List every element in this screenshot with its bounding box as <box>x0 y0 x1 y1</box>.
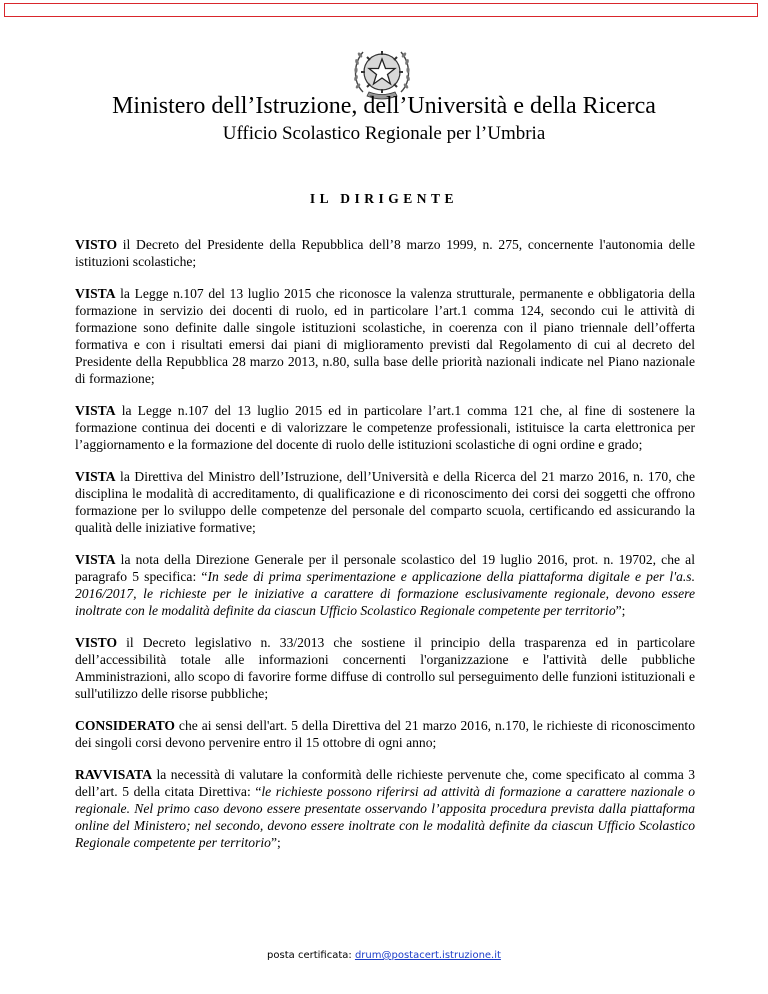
recital-text: la Legge n.107 del 13 luglio 2015 ed in particolare l’art.1 comma 121 che, al fine di sostenere la formazione continua dei docenti e di valorizzare le competenze professionali, istituisce la carta elettronica per l’aggiornamento e la formazione del docente di ruolo delle istituzioni scolastiche di ogni ordine e grado; <box>75 403 695 452</box>
recital-paragraph <box>75 766 695 851</box>
recital-quote: In sede di prima sperimentazione e applicazione della piattaforma digitale e per l'a.s. 2016/2017, le richieste per le iniziative a carattere di formazione esclusivamente regionale, devono essere inoltrate con le modalità definite da ciascun Ufficio Scolastico Regionale competente per territorio <box>75 569 695 618</box>
recital-text: il Decreto del Presidente della Repubblica dell’8 marzo 1999, n. 275, concernente l'autonomia delle istituzioni scolastiche; <box>75 237 695 269</box>
certified-email-link[interactable]: drum@postacert.istruzione.it <box>354 950 501 961</box>
footer <box>0 950 768 961</box>
document-heading: IL DIRIGENTE <box>309 191 459 206</box>
recital-paragraph <box>75 236 695 270</box>
recital-text: la Legge n.107 del 13 luglio 2015 che riconosce la valenza strutturale, permanente e obbligatoria della formazione in servizio dei docenti di ruolo, ed in particolare l’art.1 comma 124, secondo cui le attività di formazione sono definite dalle singole istituzioni scolastiche, in coerenza con il piano triennale dell’offerta formativa e con i risultati emersi dai piani di miglioramento previsti dal Regolamento di cui al decreto del Presidente della Repubblica 28 marzo 2013, n.80, sulla base delle priorità nazionali indicate nel Piano nazionale di formazione; <box>75 286 695 386</box>
recital-lead: VISTA <box>75 403 116 418</box>
recital-paragraph <box>75 402 695 453</box>
recital-text: che ai sensi dell'art. 5 della Direttiva del 21 marzo 2016, n.170, le richieste di riconoscimento dei singoli corsi devono pervenire entro il 15 ottobre di ogni anno; <box>75 718 695 750</box>
ministry-title: Ministero dell’Istruzione, dell’Università e della Ricerca <box>112 93 656 119</box>
top-frame <box>4 3 758 17</box>
recital-paragraph <box>75 468 695 536</box>
recital-text: la necessità di valutare la conformità delle richieste pervenute che, come specificato al comma 3 dell’art. 5 della citata Direttiva: “ <box>75 767 695 799</box>
recital-lead: VISTA <box>75 286 116 301</box>
recital-text: il Decreto legislativo n. 33/2013 che sostiene il principio della trasparenza ed in particolare dell’accessibilità totale alle informazioni concernenti l'organizzazione e l'attività delle pubbliche Amministrazioni, allo scopo di favorire forme diffuse di controllo sul perseguimento delle funzioni istituzionali e sull'utilizzo delle risorse pubbliche; <box>75 635 695 701</box>
recital-text: la Direttiva del Ministro dell’Istruzione, dell’Università e della Ricerca del 21 marzo 2016, n. 170, che disciplina le modalità di accreditamento, di qualificazione e di riconoscimento dei corsi dei soggetti che offrono formazione per lo sviluppo delle competenze del personale del comparto scuola, certificando ed assicurando la qualità delle iniziative formative; <box>75 469 695 535</box>
recital-paragraph <box>75 634 695 702</box>
recital-paragraph <box>75 285 695 387</box>
recital-paragraph <box>75 717 695 751</box>
recital-lead: CONSIDERATO <box>75 718 175 733</box>
recital-lead: VISTO <box>75 635 118 650</box>
recital-paragraph <box>75 551 695 619</box>
recital-lead: VISTO <box>75 237 118 252</box>
recital-text: la nota della Direzione Generale per il personale scolastico del 19 luglio 2016, prot. n. 19702, che al paragrafo 5 specifica: “ <box>75 552 695 584</box>
footer-label: posta certificata: <box>267 950 355 961</box>
document-body <box>75 236 695 866</box>
recital-tail: ”; <box>615 603 626 618</box>
recital-lead: RAVVISATA <box>75 767 153 782</box>
recital-quote: le richieste possono riferirsi ad attività di formazione a carattere nazionale o regionale. Nel primo caso devono essere presentate osservando l’apposita procedura prevista dalla piattaforma online del Ministero; nel secondo, devono essere inoltrate con le modalità definite da ciascun Ufficio Scolastico Regionale competente per territorio <box>75 784 695 850</box>
recital-tail: ”; <box>270 835 281 850</box>
office-subtitle: Ufficio Scolastico Regionale per l’Umbria <box>222 123 546 144</box>
recital-lead: VISTA <box>75 469 116 484</box>
recital-lead: VISTA <box>75 552 116 567</box>
